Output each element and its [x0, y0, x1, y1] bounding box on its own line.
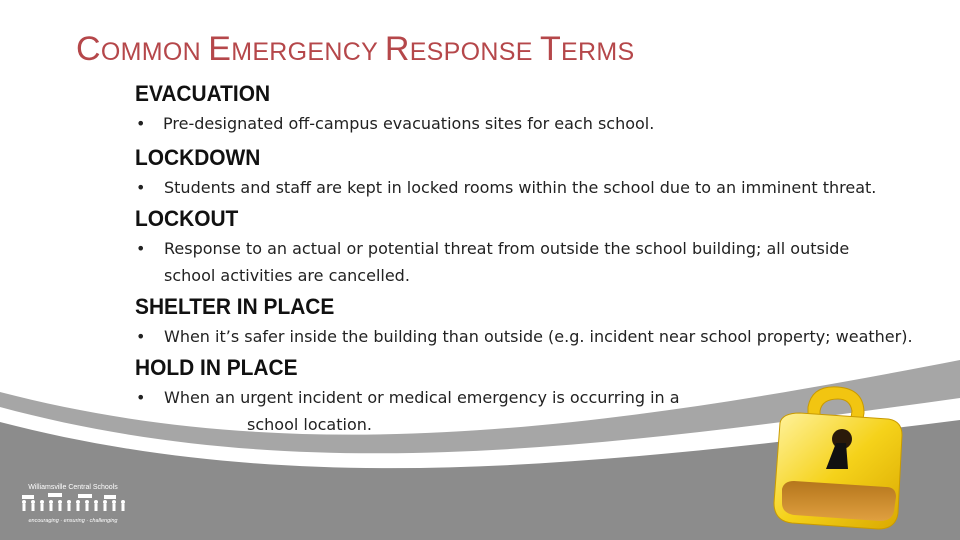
term-heading-lockdown: LOCKDOWN — [135, 145, 261, 170]
term-heading-hold-in-place: HOLD IN PLACE — [135, 355, 298, 380]
padlock-icon — [760, 385, 920, 535]
term-heading-evacuation: EVACUATION — [135, 81, 271, 106]
term-description: • Pre-designated off-campus evacuations sites for each school. — [136, 114, 655, 133]
term-description: • When it’s safer inside the building than outside (e.g. incident near school property; weather). — [136, 327, 913, 346]
term-description: • Students and staff are kept in locked rooms within the school due to an imminent threat. — [136, 178, 877, 197]
term-heading-lockout: LOCKOUT — [135, 206, 239, 231]
school-logo: Williamsville Central Schools encouraging · ensuring · challenging — [18, 484, 128, 524]
term-description: • When an urgent incident or medical emergency is occurring in a school location. — [136, 388, 680, 434]
slide-title: COMMON EMERGENCY RESPONSE TERMS — [76, 30, 635, 68]
people-banner-icon — [18, 491, 128, 513]
term-heading-shelter-in-place: SHELTER IN PLACE — [135, 294, 335, 319]
term-description: • Response to an actual or potential threat from outside the school building; all outside school activities are cancelled. — [136, 239, 850, 285]
